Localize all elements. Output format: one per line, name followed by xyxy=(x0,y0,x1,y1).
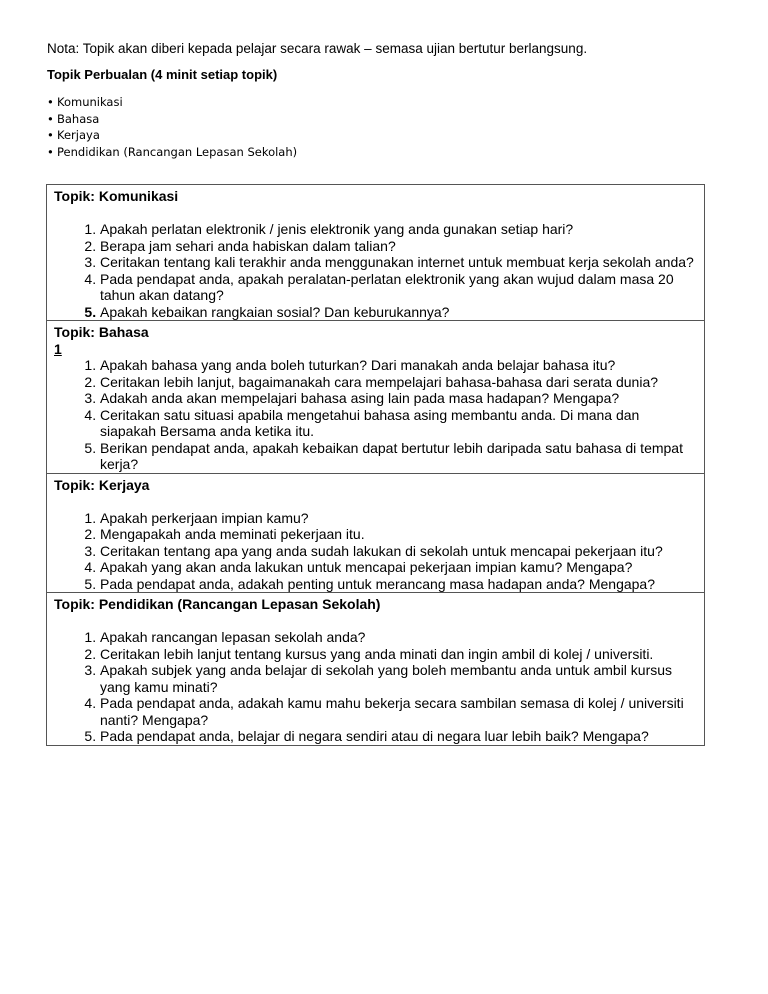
question-item: 3. Apakah subjek yang anda belajar di sekolah yang boleh membantu anda untuk ambil kursus yang kamu minati? xyxy=(100,662,698,695)
question-item: 1. Apakah rancangan lepasan sekolah anda? xyxy=(100,629,698,646)
topic-row-pendidikan xyxy=(47,593,705,746)
topic-cell xyxy=(47,473,705,593)
conversation-topics-heading: Topik Perbualan (4 minit setiap topik) xyxy=(47,67,278,82)
question-item: 2. Berapa jam sehari anda habiskan dalam talian? xyxy=(100,238,698,255)
topic-row-kerjaya xyxy=(47,473,705,593)
question-item: 5. Berikan pendapat anda, apakah kebaikan dapat bertutur lebih daripada satu bahasa di tempat kerja? xyxy=(100,440,698,473)
question-item: 3. Ceritakan tentang apa yang anda sudah lakukan di sekolah untuk mencapai pekerjaan itu? xyxy=(100,543,698,560)
topic-bullet-item: • Komunikasi xyxy=(47,94,297,111)
question-item: 4. Ceritakan satu situasi apabila mengetahui bahasa asing membantu anda. Di mana dan siapakah Bersama anda ketika itu. xyxy=(100,407,698,440)
question-item: 5. Apakah kebaikan rangkaian sosial? Dan keburukannya? xyxy=(100,304,698,321)
question-item: 2. Ceritakan lebih lanjut, bagaimanakah cara mempelajari bahasa-bahasa dari serata dunia? xyxy=(100,374,698,391)
question-item: 1. Apakah bahasa yang anda boleh tuturkan? Dari manakah anda belajar bahasa itu? xyxy=(100,357,698,374)
topic-row-bahasa xyxy=(47,321,705,474)
question-list xyxy=(54,221,698,320)
question-item: 5. Pada pendapat anda, belajar di negara sendiri atau di negara luar lebih baik? Mengapa? xyxy=(100,728,698,745)
topic-cell xyxy=(47,593,705,746)
topic-bullet-item: • Kerjaya xyxy=(47,127,297,144)
question-item: 1. Apakah perlatan elektronik / jenis elektronik yang anda gunakan setiap hari? xyxy=(100,221,698,238)
topic-cell xyxy=(47,321,705,474)
topic-title: Topik: Bahasa xyxy=(54,324,149,340)
topic-cell xyxy=(47,185,705,321)
question-item: 2. Mengapakah anda meminati pekerjaan itu. xyxy=(100,526,698,543)
question-list xyxy=(54,629,698,745)
topic-bullet-item: • Pendidikan (Rancangan Lepasan Sekolah) xyxy=(47,144,297,161)
question-item: 4. Apakah yang akan anda lakukan untuk mencapai pekerjaan impian kamu? Mengapa? xyxy=(100,559,698,576)
topic-bullet-list xyxy=(47,94,297,160)
topic-title: Topik: Pendidikan (Rancangan Lepasan Sekolah) xyxy=(54,596,381,612)
topic-subnumber: 1 xyxy=(54,341,62,357)
question-item: 4. Pada pendapat anda, apakah peralatan-perlatan elektronik yang akan wujud dalam masa 20 tahun akan datang? xyxy=(100,271,698,304)
question-list xyxy=(54,510,698,593)
question-list xyxy=(54,357,698,473)
topic-row-komunikasi xyxy=(47,185,705,321)
question-item: 3. Adakah anda akan mempelajari bahasa asing lain pada masa hadapan? Mengapa? xyxy=(100,390,698,407)
question-item: 1. Apakah perkerjaan impian kamu? xyxy=(100,510,698,527)
question-item: 2. Ceritakan lebih lanjut tentang kursus yang anda minati dan ingin ambil di kolej / universiti. xyxy=(100,646,698,663)
topics-table xyxy=(46,184,705,746)
topic-title: Topik: Kerjaya xyxy=(54,476,150,493)
question-item: 5. Pada pendapat anda, adakah penting untuk merancang masa hadapan anda? Mengapa? xyxy=(100,576,698,593)
question-item: 4. Pada pendapat anda, adakah kamu mahu bekerja secara sambilan semasa di kolej / universiti nanti? Mengapa? xyxy=(100,695,698,728)
note-text: Nota: Topik akan diberi kepada pelajar secara rawak – semasa ujian bertutur berlangsung. xyxy=(47,41,588,56)
topic-title: Topik: Komunikasi xyxy=(54,188,179,204)
topic-bullet-item: • Bahasa xyxy=(47,111,297,128)
question-item: 3. Ceritakan tentang kali terakhir anda menggunakan internet untuk membuat kerja sekolah anda? xyxy=(100,254,698,271)
